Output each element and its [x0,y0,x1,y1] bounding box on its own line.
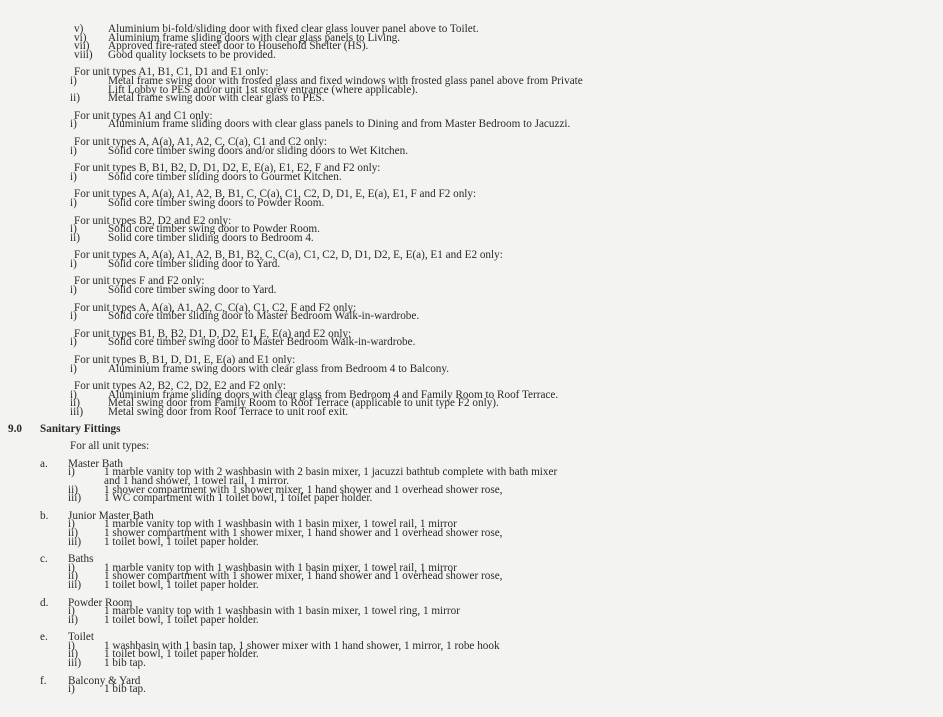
item-number: i) [68,639,75,652]
item-number: i) [68,518,75,531]
item-text: 1 washbasin with 1 basin tap, 1 shower mixer with 1 hand shower, 1 mirror, 1 robe hook [104,639,500,652]
item-number: i) [70,223,77,236]
item-text: Junior Master Bath [68,509,154,522]
item-text: Solid core timber sliding doors to Gourmet Kitchen. [108,170,342,183]
item-text: Good quality locksets to be provided. [108,48,276,61]
item-text: 1 bib tap. [104,683,146,696]
item-number: i) [70,362,77,375]
item-number: ii) [68,613,78,626]
item-text: Aluminium bi-fold/sliding door with fixed clear glass louver panel above to Toilet. [108,23,479,35]
item-text: For unit types A, A(a), A1, A2, B, B1, C, C(a), C1, C2, D, D1, E, E(a), E1, F and F2 only: [74,188,477,201]
item-text: For unit types B, B1, D, D1, E, E(a) and E1 only: [74,354,296,367]
list-item [0,144,943,157]
item-number: e. [40,631,48,644]
item-text: Metal frame swing door with clear glass to PES. [108,92,325,105]
list-item [0,578,943,591]
item-text: Aluminium frame swing doors with clear glass from Bedroom 4 to Balcony. [108,362,450,375]
item-text: Baths [68,553,94,566]
list-item [0,338,943,347]
item-text: Solid core timber sliding door to Master Bedroom Walk-in-wardrobe. [108,310,420,323]
list-item [0,362,943,375]
item-number: ii) [70,397,80,410]
item-text: 1 shower compartment with 1 shower mixer, 1 hand shower and 1 overhead shower rose, [104,483,503,496]
item-text: For all unit types: [70,440,150,453]
item-text: Solid core timber swing doors and/or sliding doors to Wet Kitchen. [108,144,408,157]
item-number: vii) [74,40,90,53]
item-text: 1 marble vanity top with 1 washbasin with 1 basin mixer, 1 towel rail, 1 mirror [104,518,457,531]
item-text: 1 shower compartment with 1 shower mixer, 1 hand shower and 1 overhead shower rose, [104,526,503,539]
item-text: Metal frame swing door with frosted glass and fixed windows with frosted glass panel above from Private [108,74,583,87]
item-number: f. [40,674,47,687]
item-text: For unit types A, A(a), A1, A2, C, C(a), C1, C2, F and F2 only: [74,301,357,314]
item-number: iii) [70,406,84,418]
list-item [0,48,943,61]
list-item [0,94,943,103]
list-item [0,659,943,668]
list-item [0,286,943,295]
item-number: ii) [70,231,80,244]
item-number: ii) [68,483,78,496]
item-text: Master Bath [68,457,123,470]
item-text: Lift Lobby to PES and/or unit 1st storey entrance (where applicable). [108,83,418,96]
list-item [0,120,943,129]
item-text: For unit types A1, B1, C1, D1 and E1 only: [74,66,269,79]
item-number: i) [68,605,75,618]
item-text: and 1 hand shower, 1 towel rail, 1 mirror. [104,474,290,487]
item-text: Solid core timber swing door to Master Bedroom Walk-in-wardrobe. [108,336,416,349]
item-number: iii) [68,578,82,591]
item-text: 1 WC compartment with 1 toilet bowl, 1 toilet paper holder. [104,492,373,505]
item-number: v) [74,23,84,35]
item-number: i) [70,257,77,270]
item-text: For unit types B1, B, B2, D1, D, D2, E1, E, E(a) and E2 only: [74,327,352,340]
list-item [0,312,943,321]
item-text: Approved fire-rated steel door to Household Shelter (HS). [108,40,369,53]
item-number: i) [68,466,75,479]
list-item [0,535,943,548]
item-text: Metal swing door from Family Room to Roof Terrace (applicable to unit type F2 only). [108,397,499,410]
item-text: 1 marble vanity top with 1 washbasin with 1 basin mixer, 1 towel ring, 1 mirror [104,605,460,618]
item-number: i) [68,683,75,696]
item-number: iii) [68,535,82,548]
item-text: For unit types B, B1, B2, D, D1, D2, E, E(a), E1, E2, F and F2 only: [74,162,381,175]
list-item [0,685,943,694]
item-number: a. [40,457,48,470]
item-number: vi) [74,31,87,44]
item-text: For unit types A1 and C1 only: [74,109,213,122]
item-number: ii) [68,570,78,583]
item-number: i) [70,284,77,297]
item-number: ii) [70,92,80,105]
item-text: For unit types A, A(a), A1, A2, C, C(a), C1 and C2 only: [74,135,327,148]
list-item [0,408,943,417]
item-text: Aluminium frame sliding doors with clear glass panels to Dining and from Master Bedroom to Jacuzzi. [108,118,571,131]
list-item [0,257,943,270]
spacer [0,668,943,677]
item-text: For unit types B2, D2 and E2 only: [74,214,232,227]
item-text: Balcony & Yard [68,674,141,687]
item-text: Metal swing door from Roof Terrace to unit roof exit. [108,406,349,418]
item-number: c. [40,553,48,566]
item-number: 9.0 [8,422,22,435]
item-text: Aluminium frame sliding doors with clear glass panels to Living. [108,31,401,44]
section-heading [0,422,943,435]
item-text: For unit types F and F2 only: [74,275,205,288]
item-number: iii) [68,492,82,505]
item-text: For unit types A, A(a), A1, A2, B, B1, B2, C, C(a), C1, C2, D, D1, D2, E, E(a), E1 and E2 only: [74,249,503,262]
item-text: Solid core timber sliding door to Yard. [108,257,281,270]
item-text: Solid core timber sliding doors to Bedroom 4. [108,231,314,244]
item-text: Solid core timber swing door to Powder Room. [108,223,320,236]
item-text: 1 marble vanity top with 1 washbasin with 1 basin mixer, 1 towel rail, 1 mirror [104,561,457,574]
item-number: i) [70,74,77,87]
item-number: viii) [74,48,93,61]
item-text: Toilet [68,631,94,644]
item-text: Solid core timber swing doors to Powder Room. [108,196,325,209]
item-text: 1 shower compartment with 1 shower mixer, 1 hand shower and 1 overhead shower rose, [104,570,503,583]
item-number: i) [70,196,77,209]
item-text: For unit types A2, B2, C2, D2, E2 and F2 only: [74,380,286,393]
item-number: ii) [68,648,78,661]
item-text: 1 toilet bowl, 1 toilet paper holder. [104,535,259,548]
item-text: Sanitary Fittings [40,422,121,435]
item-text: 1 toilet bowl, 1 toilet paper holder. [104,613,259,626]
list-item [0,494,943,503]
item-number: i) [70,118,77,131]
item-number: b. [40,509,49,522]
item-text: Aluminium frame sliding doors with clear glass from Bedroom 4 and Family Room to Roof Terrace. [108,388,559,401]
item-number: i) [70,336,77,349]
item-number: iii) [68,657,82,670]
section-intro [0,442,943,451]
list-item [0,613,943,626]
item-text: Solid core timber swing door to Yard. [108,284,277,297]
item-number: i) [70,388,77,401]
item-text: 1 marble vanity top with 2 washbasin with 2 basin mixer, 1 jacuzzi bathtub complete with bath mixer [104,466,558,479]
spacer [0,451,943,460]
item-number: i) [70,310,77,323]
item-number: i) [70,170,77,183]
item-text: 1 bib tap. [104,657,146,670]
list-item [0,170,943,183]
item-number: i) [70,144,77,157]
item-text: Powder Room [68,596,133,609]
item-number: i) [68,561,75,574]
item-text: 1 toilet bowl, 1 toilet paper holder. [104,578,259,591]
item-number: d. [40,596,49,609]
item-number: ii) [68,526,78,539]
list-item [0,196,943,209]
item-text: 1 toilet bowl, 1 toilet paper holder. [104,648,259,661]
list-item [0,231,943,244]
